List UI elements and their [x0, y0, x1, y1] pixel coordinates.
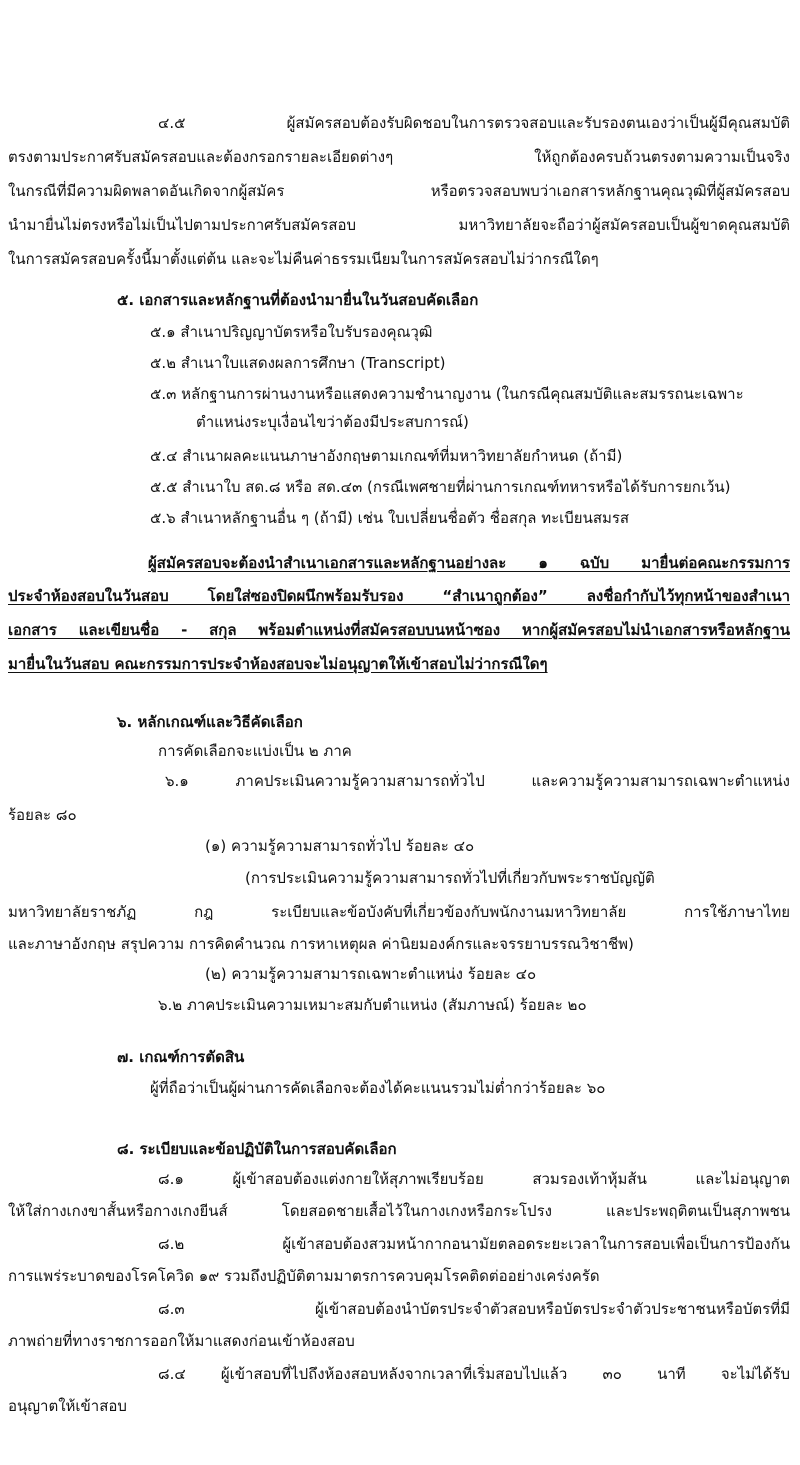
sec6-1-line-1: ๖.๑ ภาคประเมินความรู้ความสามารถทั่วไป และความรู้ความสามารถเฉพาะตำแหน่ง — [165, 772, 790, 790]
sec5-item-3-cont: ตำแหน่งระบุเงื่อนไขว่าต้องมีประสบการณ์) — [196, 413, 469, 431]
notice-line-1: ผู้สมัครสอบจะต้องนำสำเนาเอกสารและหลักฐานอย่างละ ๑ ฉบับ มายื่นต่อคณะกรรมการ — [148, 554, 790, 572]
sec6-1-sub-2: (๒) ความรู้ความสามารถเฉพาะตำแหน่ง ร้อยละ ๔๐ — [205, 965, 537, 983]
sec8-2-line-1: ๘.๒ ผู้เข้าสอบต้องสวมหน้ากากอนามัยตลอดระยะเวลาในการสอบเพื่อเป็นการป้องกัน — [158, 1235, 790, 1253]
p45-line-4: นำมายื่นไม่ตรงหรือไม่เป็นไปตามประกาศรับสมัครสอบ มหาวิทยาลัยจะถือว่าผู้สมัครสอบเป็นผู้ขาดคุณสมบัติ — [8, 216, 790, 234]
sec8-1-line-1: ๘.๑ ผู้เข้าสอบต้องแต่งกายให้สุภาพเรียบร้อย สวมรองเท้าหุ้มส้น และไม่อนุญาต — [158, 1170, 790, 1188]
p45-line-5: ในการสมัครสอบครั้งนี้มาตั้งแต่ต้น และจะไม่คืนค่าธรรมเนียมในการสมัครสอบไม่ว่ากรณีใดๆ — [8, 250, 599, 268]
sec6-1-sub-1: (๑) ความรู้ความสามารถทั่วไป ร้อยละ ๔๐ — [205, 837, 475, 855]
sec5-item-3: ๕.๓ หลักฐานการผ่านงานหรือแสดงความชำนาญงาน (ในกรณีคุณสมบัติและสมรรถนะเฉพาะ — [150, 385, 744, 403]
sec5-item-4: ๕.๔ สำเนาผลคะแนนภาษาอังกฤษตามเกณฑ์ที่มหาวิทยาลัยกำหนด (ถ้ามี) — [150, 447, 623, 465]
sec8-heading: ๘. ระเบียบและข้อปฏิบัติในการสอบคัดเลือก — [117, 1140, 397, 1158]
notice-line-3: เอกสาร และเขียนชื่อ - สกุล พร้อมตำแหน่งที่สมัครสอบบนหน้าซอง หากผู้สมัครสอบไม่นำเอกสารหรือหลักฐาน — [8, 621, 790, 639]
sec5-item-2: ๕.๒ สำเนาใบแสดงผลการศึกษา (Transcript) — [150, 354, 446, 372]
sec8-1-line-2: ให้ใส่กางเกงขาสั้นหรือกางเกงยีนส์ โดยสอดชายเสื้อไว้ในกางเกงหรือกระโปรง และประพฤติตนเป็นสุภาพชน — [8, 1202, 790, 1220]
sec6-1-note-line-3: และภาษาอังกฤษ สรุปความ การคิดคำนวณ การหาเหตุผล ค่านิยมองค์กรและจรรยาบรรณวิชาชีพ) — [8, 935, 634, 953]
sec6-1-note-line-1: (การประเมินความรู้ความสามารถทั่วไปที่เกี่ยวกับพระราชบัญญัติ — [245, 869, 655, 887]
sec8-3-line-1: ๘.๓ ผู้เข้าสอบต้องนำบัตรประจำตัวสอบหรือบัตรประจำตัวประชาชนหรือบัตรที่มี — [158, 1300, 790, 1318]
sec7-text: ผู้ที่ถือว่าเป็นผู้ผ่านการคัดเลือกจะต้องได้คะแนนรวมไม่ต่ำกว่าร้อยละ ๖๐ — [150, 1079, 606, 1097]
sec8-4-line-1: ๘.๔ ผู้เข้าสอบที่ไปถึงห้องสอบหลังจากเวลาที่เริ่มสอบไปแล้ว ๓๐ นาที จะไม่ได้รับ — [158, 1365, 790, 1383]
sec5-heading: ๕. เอกสารและหลักฐานที่ต้องนำมายื่นในวันสอบคัดเลือก — [117, 291, 479, 309]
sec5-item-5: ๕.๕ สำเนาใบ สด.๘ หรือ สด.๔๓ (กรณีเพศชายที่ผ่านการเกณฑ์ทหารหรือได้รับการยกเว้น) — [150, 478, 731, 496]
sec6-intro: การคัดเลือกจะแบ่งเป็น ๒ ภาค — [158, 742, 352, 760]
sec8-4-line-2: อนุญาตให้เข้าสอบ — [8, 1397, 127, 1415]
sec6-1-line-2: ร้อยละ ๘๐ — [8, 806, 77, 824]
p45-line-2: ตรงตามประกาศรับสมัครสอบและต้องกรอกรายละเอียดต่างๆ ให้ถูกต้องครบถ้วนตรงตามความเป็นจริง — [8, 148, 790, 166]
p45-line-3: ในกรณีที่มีความผิดพลาดอันเกิดจากผู้สมัคร หรือตรวจสอบพบว่าเอกสารหลักฐานคุณวุฒิที่ผู้สมัครสอบ — [8, 182, 790, 200]
sec5-item-1: ๕.๑ สำเนาปริญญาบัตรหรือใบรับรองคุณวุฒิ — [150, 323, 433, 341]
sec6-2: ๖.๒ ภาคประเมินความเหมาะสมกับตำแหน่ง (สัมภาษณ์) ร้อยละ ๒๐ — [158, 996, 587, 1014]
sec5-item-6: ๕.๖ สำเนาหลักฐานอื่น ๆ (ถ้ามี) เช่น ใบเปลี่ยนชื่อตัว ชื่อสกุล ทะเบียนสมรส — [150, 509, 630, 527]
sec8-3-line-2: ภาพถ่ายที่ทางราชการออกให้มาแสดงก่อนเข้าห้องสอบ — [8, 1332, 355, 1350]
sec6-heading: ๖. หลักเกณฑ์และวิธีคัดเลือก — [117, 713, 303, 731]
p45-line-1: ๔.๕ ผู้สมัครสอบต้องรับผิดชอบในการตรวจสอบและรับรองตนเองว่าเป็นผู้มีคุณสมบัติ — [158, 114, 790, 132]
sec7-heading: ๗. เกณฑ์การตัดสิน — [117, 1048, 245, 1066]
notice-line-4: มายื่นในวันสอบ คณะกรรมการประจำห้องสอบจะไม่อนุญาตให้เข้าสอบไม่ว่ากรณีใดๆ — [8, 655, 548, 673]
notice-line-2: ประจำห้องสอบในวันสอบ โดยใส่ซองปิดผนึกพร้อมรับรอง “สำเนาถูกต้อง” ลงชื่อกำกับไว้ทุกหน้าของสำเนา — [8, 587, 790, 605]
sec6-1-note-line-2: มหาวิทยาลัยราชภัฏ กฎ ระเบียบและข้อบังคับที่เกี่ยวข้องกับพนักงานมหาวิทยาลัย การใช้ภาษาไทย — [8, 903, 790, 921]
sec8-2-line-2: การแพร่ระบาดของโรคโควิด ๑๙ รวมถึงปฏิบัติตามมาตรการควบคุมโรคติดต่ออย่างเคร่งครัด — [8, 1267, 600, 1285]
